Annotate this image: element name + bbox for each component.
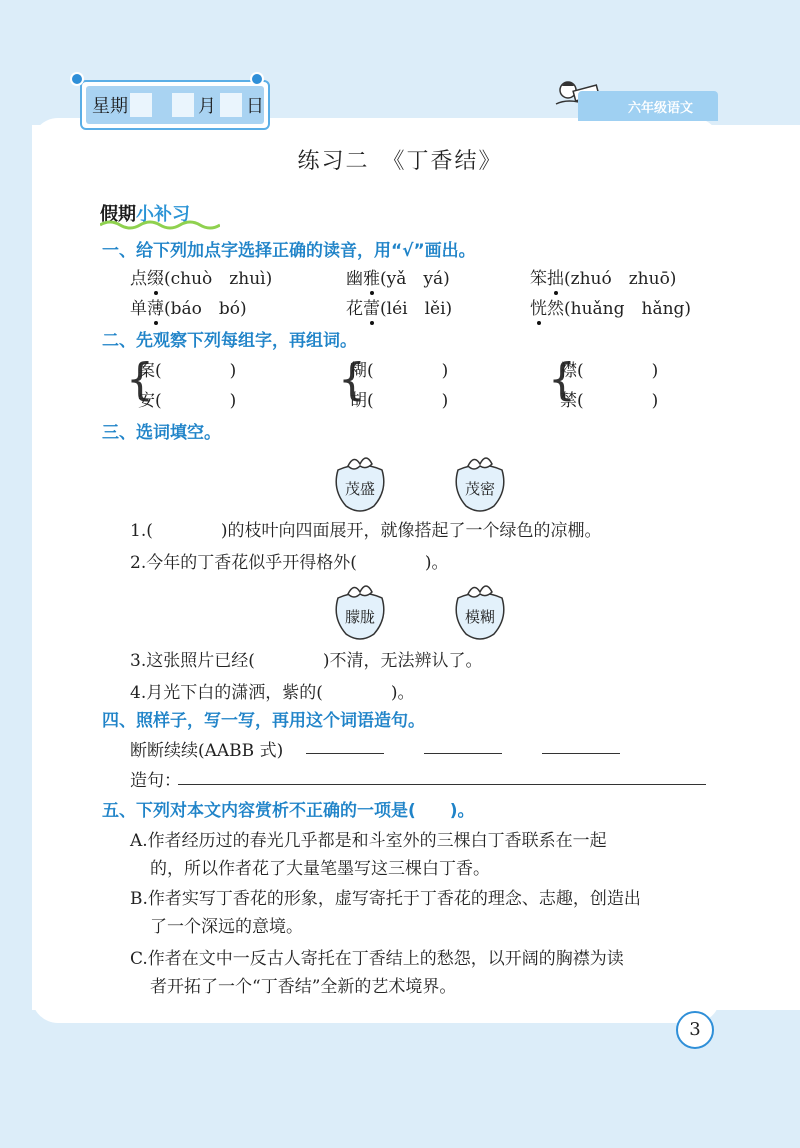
- q2-word-top: 糊( ): [350, 361, 449, 381]
- page-number: 3: [676, 1011, 714, 1049]
- q5-option-c-cont: 者开拓了一个“丁香结”全新的艺术境界。: [150, 977, 457, 997]
- q3-sentence: 4.月光下白的潇洒，紫的( )。: [130, 683, 415, 703]
- month-slot: [172, 93, 194, 117]
- q2-word-bottom: 胡( ): [350, 391, 449, 411]
- answer-line[interactable]: [306, 753, 384, 754]
- page-title: 练习二 《丁香结》: [297, 149, 503, 174]
- weekday-slot: [130, 93, 152, 117]
- strawberry-word-card: [450, 576, 510, 640]
- day-label: 日: [246, 96, 264, 117]
- answer-line[interactable]: [424, 753, 502, 754]
- q5-option-c: C.作者在文中一反古人寄托在丁香结上的愁怨，以开阔的胸襟为读: [130, 949, 624, 969]
- q1-heading: 一、给下列加点字选择正确的读音，用“√”画出。: [102, 241, 476, 261]
- q2-word-bottom: 安( ): [138, 391, 237, 411]
- q1-item: 笨拙(zhuó zhuō): [530, 269, 677, 289]
- q1-item: 幽雅(yǎ yá): [346, 269, 450, 289]
- day-slot: [220, 93, 242, 117]
- wave-decoration: [100, 220, 220, 230]
- brace: {: [338, 354, 366, 405]
- answer-line[interactable]: [542, 753, 620, 754]
- strawberry-word-card: [450, 448, 510, 512]
- date-box: [80, 80, 270, 130]
- q4-heading: 四、照样子，写一写，再用这个词语造句。: [102, 711, 425, 731]
- pin-icon: [70, 72, 84, 86]
- q5-option-a-cont: 的，所以作者花了大量笔墨写这三棵白丁香。: [150, 859, 490, 879]
- q3-heading: 三、选词填空。: [102, 423, 221, 443]
- q3-sentence: 2.今年的丁香花似乎开得格外( )。: [130, 553, 449, 573]
- q3-sentence: 3.这张照片已经( )不清，无法辨认了。: [130, 651, 483, 671]
- q5-option-a: A.作者经历过的春光几乎都是和斗室外的三棵白丁香联系在一起: [130, 831, 607, 851]
- q1-item: 花蕾(léi lěi): [346, 299, 453, 319]
- q1-item: 点缀(chuò zhuì): [130, 269, 273, 289]
- q4-sentence-label: 造句：: [130, 771, 181, 791]
- banner-label-b: 小补习: [136, 204, 190, 225]
- q2-heading: 二、先观察下列每组字，再组词。: [102, 331, 357, 351]
- word-option: 茂密: [464, 480, 495, 498]
- strawberry-word-card: [330, 448, 390, 512]
- word-option: 茂盛: [344, 480, 375, 498]
- word-option: 模糊: [464, 608, 495, 626]
- weekday-label: 星期: [92, 96, 128, 117]
- q4-example: 断断续续(AABB 式): [130, 741, 284, 761]
- sentence-answer-line[interactable]: [178, 784, 706, 785]
- q3-sentence: 1.( )的枝叶向四面展开，就像搭起了一个绿色的凉棚。: [130, 521, 602, 541]
- q2-word-top: 案( ): [138, 361, 237, 381]
- word-option: 朦胧: [344, 608, 375, 626]
- brace: {: [126, 354, 154, 405]
- pin-icon: [250, 72, 264, 86]
- q1-item: 恍然(huǎng hǎng): [530, 299, 692, 319]
- grade-tab: [578, 91, 718, 121]
- q2-word-top: 襟( ): [560, 361, 659, 381]
- q5-option-b-cont: 了一个深远的意境。: [150, 917, 303, 937]
- q5-heading: 五、下列对本文内容赏析不正确的一项是( )。: [102, 801, 475, 821]
- brace: {: [548, 354, 576, 405]
- strawberry-word-card: [330, 576, 390, 640]
- section-banner: [100, 200, 190, 226]
- grade-label: 六年级语文: [628, 101, 694, 116]
- month-label: 月: [198, 96, 216, 117]
- q2-word-bottom: 禁( ): [560, 391, 659, 411]
- q5-option-b: B.作者实写丁香花的形象，虚写寄托于丁香花的理念、志趣，创造出: [130, 889, 641, 909]
- q1-item: 单薄(báo bó): [130, 299, 247, 319]
- banner-label-a: 假期: [100, 204, 136, 225]
